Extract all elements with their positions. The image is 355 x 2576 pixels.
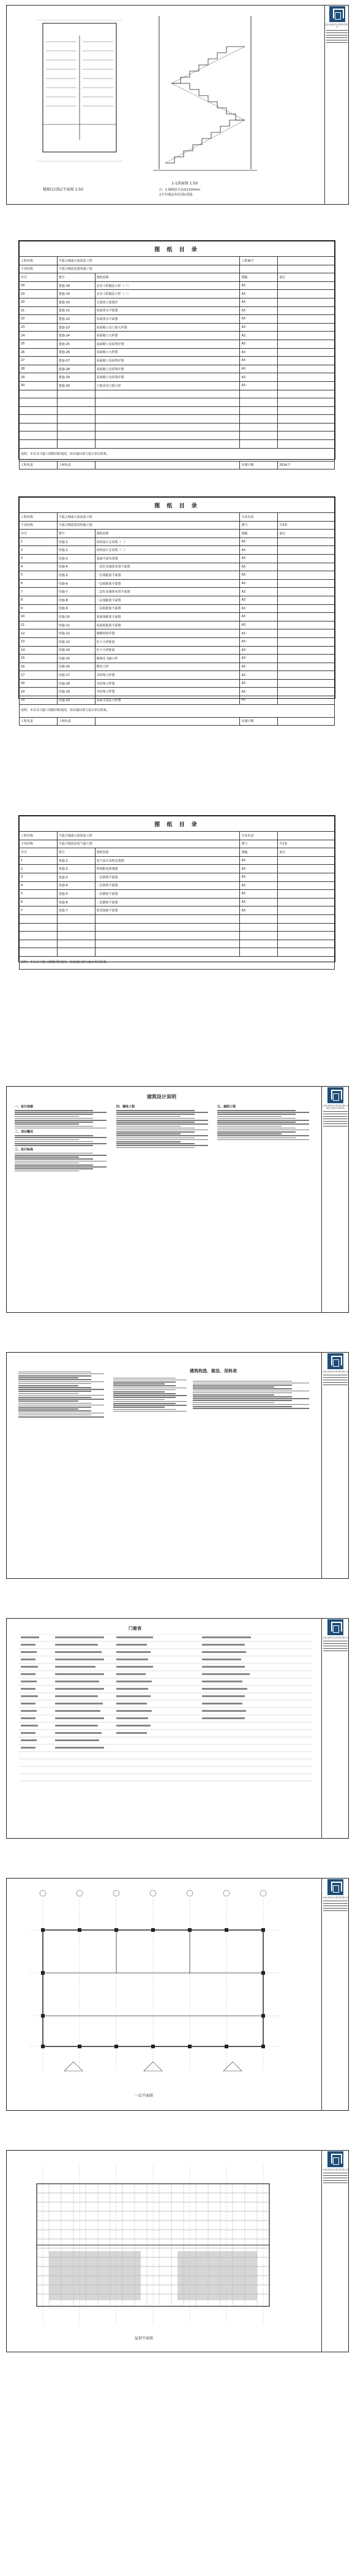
notes-heading: 二、项目概况	[15, 1130, 34, 1134]
table-row	[20, 398, 335, 407]
company-logo	[327, 1087, 343, 1103]
title-block	[321, 1086, 349, 1313]
company-logo	[327, 1879, 343, 1895]
foot-label-c: 出图日期	[240, 717, 278, 726]
table-row: 2 电施-2 照明配电系统图 A3	[20, 865, 335, 873]
table-row: 4 结施-4 一层柱及墙体布置平面图 A3	[20, 563, 335, 571]
table-row: 24 建施-24 屋面檐口大样图 A3	[20, 332, 335, 340]
table-row: 20 建施-20 古建筑立面图详 A3	[20, 298, 335, 306]
right-value-b: 共3张	[278, 521, 335, 530]
table-row: 18 结施-18 木构架大样图 A3	[20, 679, 335, 688]
sheet-materials	[6, 1352, 349, 1579]
catalog-title: 图 纸 目 录	[20, 816, 335, 832]
foot-label-b: 工种负责	[57, 717, 95, 726]
col-note: 备注	[278, 530, 335, 538]
company-logo	[329, 6, 345, 22]
title-block	[321, 1352, 349, 1579]
table-row: 19 建施-19 室外工程做法大样（二） A3	[20, 290, 335, 298]
stair-plan-label: 楼梯(1)顶层平面图 1:50	[43, 188, 83, 192]
stair-section-label: 1-1剖面图 1:50	[171, 181, 198, 186]
table-row: 7 结施-7 二层柱及墙体布置平面图 A3	[20, 588, 335, 596]
col-no: 序号	[20, 848, 58, 857]
table-row: 4 电施-4 二层照明平面图 A3	[20, 881, 335, 890]
subitem-label: 子项名称	[20, 840, 58, 848]
table-row: 6 电施-6 二层插座平面图 A3	[20, 898, 335, 906]
table-row: 11 结施-11 屋面板配筋平面图 A3	[20, 621, 335, 629]
notes-column-2	[116, 1103, 208, 1149]
subitem-value: 平遥古城改造建筑施工图	[57, 265, 240, 273]
stair-note-1: 注：1.楼梯扶手高度1100mm	[159, 188, 201, 192]
sheet-floor-plan	[6, 1878, 349, 2111]
foot-value-c: 2014.7	[278, 461, 335, 469]
col-size: 图幅	[240, 530, 278, 538]
catalog-structure	[18, 496, 335, 724]
table-row	[20, 932, 335, 940]
table-row: 2 结施-2 结构设计总说明（二） A3	[20, 546, 335, 555]
company-name: 山西古建筑设计研究院有限公司	[322, 1636, 348, 1639]
notes-heading: 一、设计依据	[15, 1105, 34, 1109]
table-row: 23 建施-23 屋面檐口及门窗大样图 A3	[20, 323, 335, 332]
table-row: 29 建施-29 屋面檐口及屋脊详图 A3	[20, 373, 335, 382]
sheet-title: 一层平面图	[135, 2094, 154, 2098]
title-block	[321, 2150, 349, 2352]
col-name: 图纸名称	[95, 273, 240, 282]
col-code: 图号	[57, 530, 95, 538]
catalog-note: 说明：本目录与施工图纸同时使用，如有疑问请与设计单位联系。	[20, 448, 335, 461]
title-block	[324, 5, 349, 205]
project-no-label: 工程编号	[240, 257, 278, 265]
table-row: 27 建施-27 屋面檐口及屋脊详图 A3	[20, 357, 335, 365]
table-row	[20, 940, 335, 948]
foot-label-a: 工程负责	[20, 717, 58, 726]
materials-column-1	[18, 1370, 104, 1418]
col-no: 序号	[20, 530, 58, 538]
right-label-a: 专业负责	[240, 513, 278, 522]
table-row	[20, 390, 335, 398]
subitem-value: 平遥古城改造结构施工图	[57, 521, 240, 530]
table-row: 19 结施-19 木构架大样图 A3	[20, 688, 335, 696]
catalog-note: 说明：本目录与施工图纸同时使用，如有疑问请与设计单位联系。	[20, 704, 335, 717]
table-row: 10 结施-10 屋面梁配筋平面图 A3	[20, 613, 335, 621]
company-name: 山西古建筑设计研究院有限公司	[322, 1104, 348, 1107]
col-size: 图幅	[240, 273, 278, 282]
project-label: 工程名称	[20, 832, 58, 840]
roof-plan-drawing	[18, 2159, 306, 2331]
col-code: 图号	[57, 848, 95, 857]
table-row: 30 建施-30 门窗表及门窗大样 A3	[20, 381, 335, 390]
right-value-b: 共1张	[278, 840, 335, 848]
project-value: 平遥古城南大街改造工程	[57, 513, 240, 522]
project-value: 平遥古城南大街改造工程	[57, 832, 240, 840]
table-row: 3 电施-3 一层照明平面图 A3	[20, 873, 335, 881]
right-label-b: 图号	[240, 840, 278, 848]
company-logo	[327, 2151, 343, 2167]
table-row	[20, 948, 335, 957]
notes-column-3	[217, 1103, 309, 1141]
stair-section-drawing	[147, 10, 263, 175]
table-row: 28 建施-28 屋面檐口及屋脊详图 A3	[20, 365, 335, 373]
catalog-note: 说明：本目录与施工图纸同时使用，如有疑问请与设计单位联系。	[20, 956, 335, 969]
stair-plan-drawing	[37, 17, 129, 183]
sheet-title: 建筑设计说明	[147, 1094, 176, 1100]
table-row	[20, 440, 335, 449]
subitem-label: 子项名称	[20, 521, 58, 530]
notes-column-1	[15, 1103, 106, 1172]
project-value: 平遥古城南大街改造工程	[57, 257, 240, 265]
table-row: 13 结施-13 柱子大样配筋 A3	[20, 637, 335, 646]
title-block	[321, 1878, 349, 2111]
table-row: 20 结施-20 屋面木基层大样图 A3	[20, 696, 335, 705]
table-row: 9 结施-9 二层板配筋平面图 A3	[20, 604, 335, 613]
col-code: 图号	[57, 273, 95, 282]
right-label-a: 专业负责	[240, 832, 278, 840]
floor-plan-drawing	[18, 1887, 306, 2095]
col-no: 序号	[20, 273, 58, 282]
col-note: 备注	[278, 848, 335, 857]
sheet-design-notes	[6, 1086, 349, 1313]
foot-label-b: 工种负责	[57, 461, 95, 469]
notes-heading: 三、设计标高	[15, 1147, 34, 1152]
sheet-title: 建筑构造、做法、用料表	[190, 1369, 237, 1373]
table-row	[20, 423, 335, 431]
table-row: 1 电施-1 电气设计说明及图例 A3	[20, 856, 335, 865]
table-row: 21 建施-21 屋面排水平面图 A3	[20, 306, 335, 315]
table-row: 26 建施-26 屋面檐口大样图 A3	[20, 348, 335, 357]
table-row: 12 结施-12 楼梯结构详图 A3	[20, 629, 335, 638]
catalog-architecture	[18, 240, 335, 468]
table-row: 15 结施-15 檐椽及飞椽大样 A3	[20, 655, 335, 663]
door-window-table	[18, 1634, 312, 1818]
table-row: 3 结施-3 基础平面布置图 A3	[20, 554, 335, 563]
table-row: 17 结施-17 木构架大样图 A3	[20, 671, 335, 680]
company-logo	[327, 1619, 343, 1635]
table-row: 7 电施-7 防雷接地平面图 A3	[20, 906, 335, 915]
right-label-b: 图号	[240, 521, 278, 530]
project-label: 工程名称	[20, 513, 58, 522]
materials-column-3	[193, 1380, 309, 1410]
company-logo	[327, 1353, 343, 1369]
table-row: 6 结施-6 一层板配筋平面图 A3	[20, 579, 335, 588]
table-row: 14 结施-14 柱子大样配筋 A3	[20, 646, 335, 655]
col-name: 图纸名称	[95, 848, 240, 857]
catalog-title: 图 纸 目 录	[20, 241, 335, 257]
table-row	[20, 415, 335, 424]
title-block	[321, 1618, 349, 1839]
subitem-value: 平遥古城改造电气施工图	[57, 840, 240, 848]
table-row: 22 建施-22 屋面排水平面图 A3	[20, 315, 335, 324]
col-note: 备注	[278, 273, 335, 282]
sheet-door-window	[6, 1618, 349, 1839]
catalog-title: 图 纸 目 录	[20, 498, 335, 513]
table-row: 5 结施-5 一层梁配筋平面图 A3	[20, 571, 335, 580]
table-row: 1 结施-1 结构设计总说明（一） A3	[20, 538, 335, 546]
sheet-roof-plan	[6, 2150, 349, 2352]
company-name: 山西古建筑设计研究院有限公司	[322, 2168, 348, 2171]
sheet-title: 屋顶平面图	[135, 2336, 154, 2341]
sheet-title: 门窗表	[129, 1626, 141, 1631]
notes-heading: 四、墙体工程	[116, 1105, 135, 1109]
sheet-stair-detail	[6, 5, 349, 205]
subitem-label: 子项名称	[20, 265, 58, 273]
notes-heading: 五、屋面工程	[217, 1105, 236, 1109]
col-name: 图纸名称	[95, 530, 240, 538]
table-row	[20, 923, 335, 932]
table-row	[20, 431, 335, 440]
company-qualification: 建筑工程设计甲级资质	[326, 1107, 345, 1109]
foot-label-c: 出图日期	[240, 461, 278, 469]
table-row: 5 电施-5 一层插座平面图 A3	[20, 890, 335, 899]
company-name: 山西古建筑设计研究院有限公司	[325, 23, 349, 28]
project-label: 工程名称	[20, 257, 58, 265]
materials-column-2	[113, 1377, 187, 1413]
table-row: 16 结施-16 檐枋大样 A3	[20, 663, 335, 671]
foot-label-a: 工程负责	[20, 461, 58, 469]
company-name: 山西古建筑设计研究院有限公司	[322, 1370, 348, 1373]
table-row	[20, 914, 335, 923]
catalog-electrical	[18, 815, 335, 965]
table-row	[20, 406, 335, 415]
table-row: 18 建施-18 室外工程做法大样（一） A3	[20, 281, 335, 290]
table-row: 8 结施-8 二层梁配筋平面图 A3	[20, 596, 335, 604]
col-size: 图幅	[240, 848, 278, 857]
company-name: 山西古建筑设计研究院有限公司	[322, 1896, 348, 1899]
table-row: 25 建施-25 屋面檐口及屋脊详图 A3	[20, 340, 335, 348]
stair-note-2: 2.栏杆做法参见国标图集	[159, 193, 193, 197]
